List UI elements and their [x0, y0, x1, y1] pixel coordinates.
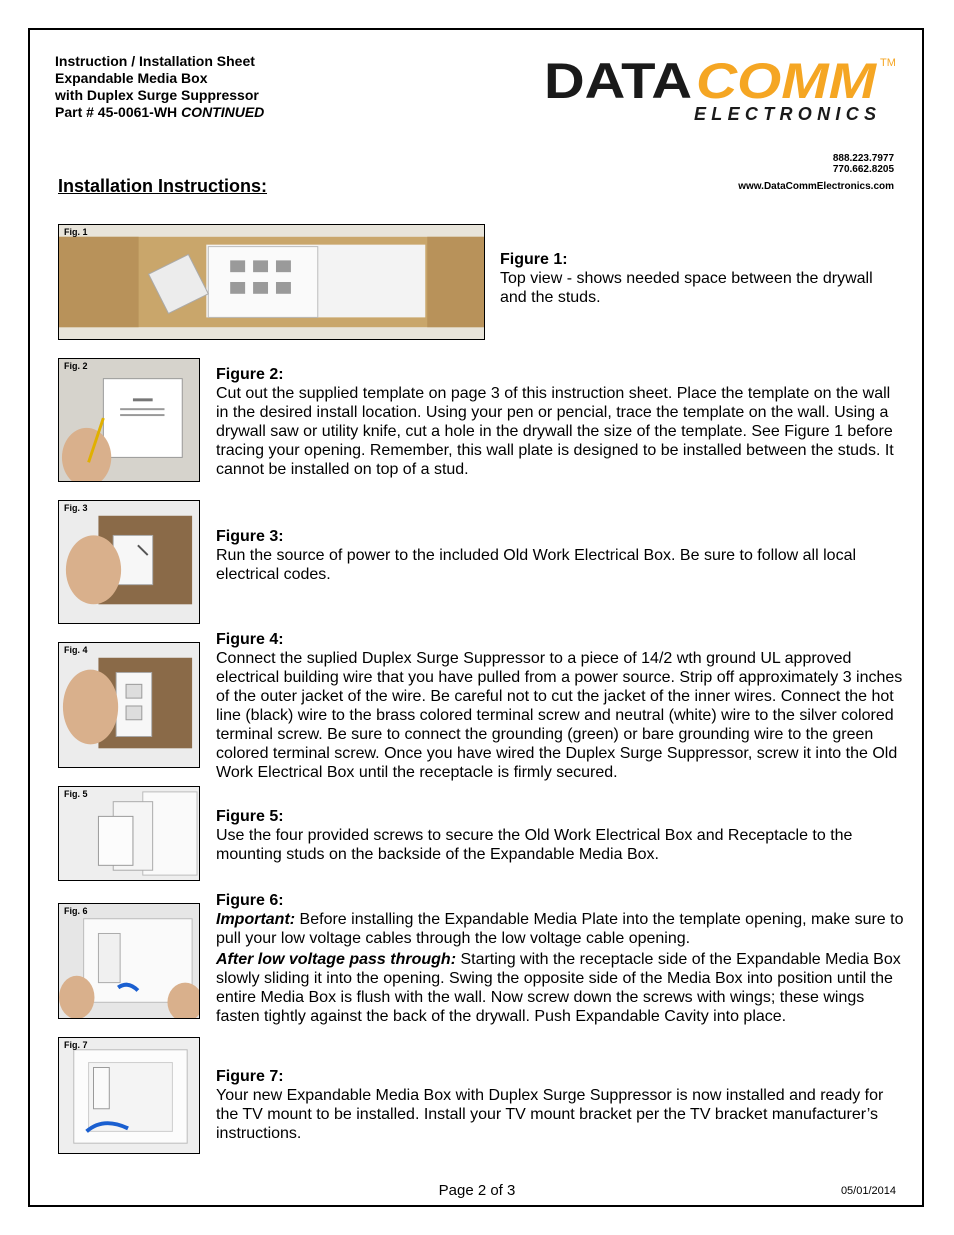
figure-1-photo [58, 224, 485, 340]
figure-7-title: Figure 7: [216, 1068, 284, 1085]
logo-data-text: DATA [544, 53, 692, 109]
figure-3-photo [58, 500, 200, 624]
figure-7-photo [58, 1037, 200, 1154]
document-date: 05/01/2014 [840, 1185, 896, 1197]
figure-2-description [216, 365, 906, 479]
figure-5-text: Use the four provided screws to secure the Old Work Electrical Box and Receptacle to the mounting studs on the backside of the Expandable Media Box. [216, 827, 853, 863]
figure-6-after-label: After low voltage pass through: [216, 951, 457, 968]
figure-2-tag: Fig. 2 [64, 361, 88, 371]
header-line-2: Expandable Media Box [55, 70, 208, 86]
figure-1-title: Figure 1: [500, 251, 568, 268]
figure-3-description [216, 527, 906, 584]
figure-2-title: Figure 2: [216, 366, 284, 383]
figure-1-text: Top view - shows needed space between the drywall and the studs. [500, 270, 873, 306]
figure-4-photo [58, 642, 200, 768]
figure-6-text: Before installing the Expandable Media Plate into the template opening, make sure to pull your low voltage cables through the low voltage cable opening. [216, 911, 904, 947]
page-number: Page 2 of 3 [438, 1182, 516, 1199]
figure-5-description [216, 807, 906, 864]
figure-6-description [216, 891, 906, 1026]
figure-4-text: Connect the suplied Duplex Surge Suppressor to a piece of 14/2 wth ground UL approved electrical building wire that you have pulled from a power source. Strip off approximately 3 inches of the outer jacket of the wire. Be careful not to cut the jacket of the inner wires. Connect the hot line (black) wire to the brass colored terminal screw and neutral (white) wire to the silver colored terminal screw. Be sure to connect the grounding (green) or bare grounding wire to the green colored terminal screw. Once you have wired the Duplex Surge Suppressor, screw it into the Old Work Electrical Box until the receptacle is firmly secured. [216, 650, 903, 781]
header-line-3: with Duplex Surge Suppressor [55, 87, 259, 103]
figure-6-title: Figure 6: [216, 892, 284, 909]
figure-7-tag: Fig. 7 [64, 1040, 88, 1050]
figure-6-important-label: Important: [216, 911, 296, 928]
figure-5-title: Figure 5: [216, 808, 284, 825]
figure-7-description [216, 1067, 906, 1143]
phone-2: 770.662.8205 [832, 164, 894, 175]
phone-1: 888.223.7977 [832, 153, 894, 164]
figure-4-description [216, 630, 906, 782]
continued-label: CONTINUED [181, 104, 265, 120]
figure-4-tag: Fig. 4 [64, 645, 88, 655]
figure-2-photo [58, 358, 200, 482]
part-number: Part # 45-0061-WH [55, 104, 178, 120]
logo-electronics-text: ELECTRONICS [694, 104, 876, 124]
figure-5-tag: Fig. 5 [64, 789, 88, 799]
figure-3-tag: Fig. 3 [64, 503, 88, 513]
figure-2-text: Cut out the supplied template on page 3 of this instruction sheet. Place the template on the wall in the desired install location. Using your pen or pencial, trace the template on the wall. Using a drywall saw or utility knife, cut a hole in the drywall the size of the template. See Figure 1 before tracing your opening. Remember, this wall plate is designed to be installed between the studs. It cannot be installed on top of a stud. [216, 385, 894, 478]
section-title: Installation Instructions: [58, 176, 268, 196]
contact-phones [833, 153, 894, 175]
figure-1-tag: Fig. 1 [64, 227, 88, 237]
figure-5-photo [58, 786, 200, 881]
figure-3-title: Figure 3: [216, 528, 284, 545]
datacomm-logo [544, 52, 904, 128]
header-line-1: Instruction / Installation Sheet [55, 53, 255, 69]
figure-4-title: Figure 4: [216, 631, 284, 648]
logo-comm-text: COMM [696, 53, 878, 109]
figure-3-text: Run the source of power to the included Old Work Electrical Box. Be sure to follow all local electrical codes. [216, 547, 857, 583]
figure-6-photo [58, 903, 200, 1019]
figure-7-text: Your new Expandable Media Box with Duplex Surge Suppressor is now installed and ready for the TV mount to be installed. Install your TV mount bracket per the TV bracket manufacturer’s instructions. [216, 1087, 884, 1142]
figure-6-tag: Fig. 6 [64, 906, 88, 916]
header-line-4 [55, 104, 264, 121]
document-header [55, 53, 264, 121]
figure-1-description [500, 250, 880, 307]
website-link[interactable]: www.DataCommElectronics.com [738, 181, 894, 192]
logo-tm: TM [880, 57, 896, 69]
figure-6-text-2: Starting with the receptacle side of the Expandable Media Box slowly sliding it into the opening. Swing the opposite side of the Media Box into position until the entire Media Box is flush with the wall. Now screw down the screws with wings; these wings fasten tightly against the back of the drywall. Push Expandable Cavity into place. [216, 951, 901, 1025]
